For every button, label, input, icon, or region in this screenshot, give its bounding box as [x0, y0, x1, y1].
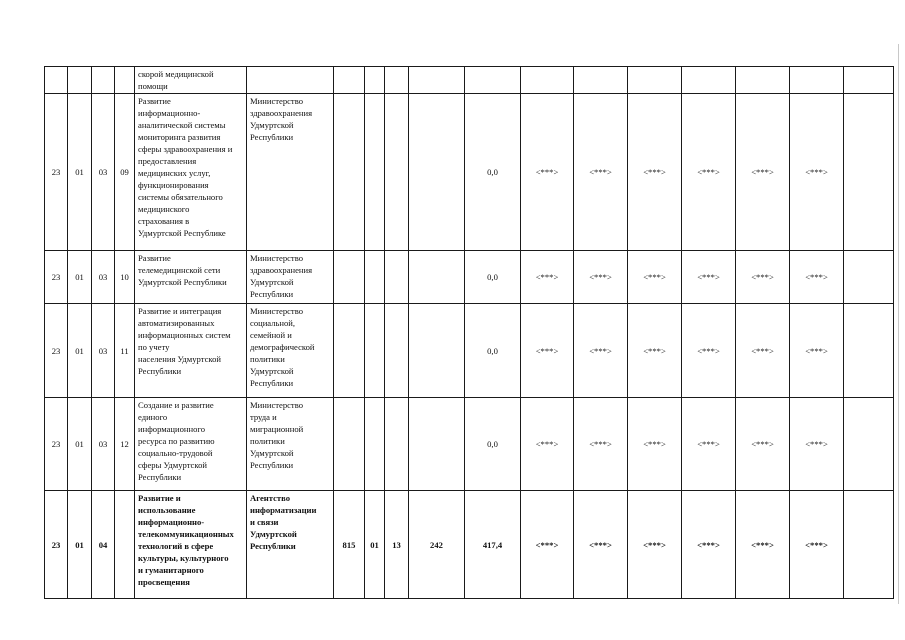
table-row: [45, 398, 894, 491]
cell-year-6: <***>: [790, 304, 844, 398]
table-row: [45, 491, 894, 599]
cell-year-5: <***>: [736, 398, 790, 491]
cell-year-2: [574, 67, 628, 94]
cell-year-7: [844, 251, 894, 304]
cell-year-4: <***>: [682, 304, 736, 398]
cell-code-2: 01: [68, 251, 92, 304]
cell-grbs: [334, 304, 365, 398]
cell-rz: [365, 251, 385, 304]
cell-year-1: <***>: [521, 251, 574, 304]
cell-responsible-org: [247, 67, 334, 94]
cell-year-1: <***>: [521, 491, 574, 599]
scan-edge-line: [898, 44, 899, 604]
cell-code-2: [68, 67, 92, 94]
cell-code-3: 03: [92, 304, 115, 398]
cell-year-7: [844, 398, 894, 491]
cell-code-3: 04: [92, 491, 115, 599]
table-row: [45, 304, 894, 398]
cell-year-5: <***>: [736, 251, 790, 304]
cell-code-2: 01: [68, 491, 92, 599]
cell-year-4: <***>: [682, 251, 736, 304]
cell-year-7: [844, 67, 894, 94]
cell-code-4: 10: [115, 251, 135, 304]
cell-code-4: [115, 491, 135, 599]
cell-vr: [409, 94, 465, 251]
cell-code-4: 09: [115, 94, 135, 251]
cell-responsible-org: Министерство здравоохранения Удмуртской Республики: [247, 94, 334, 251]
cell-vr: 242: [409, 491, 465, 599]
cell-amount: 0,0: [465, 304, 521, 398]
cell-responsible-org: Министерство труда и миграционной политики Удмуртской Республики: [247, 398, 334, 491]
cell-year-2: <***>: [574, 304, 628, 398]
cell-vr: [409, 304, 465, 398]
cell-measure-name: Создание и развитие единого информационного ресурса по развитию социально-трудовой сферы Удмуртской Республики: [135, 398, 247, 491]
cell-year-1: [521, 67, 574, 94]
cell-year-3: <***>: [628, 94, 682, 251]
cell-code-4: 11: [115, 304, 135, 398]
cell-amount: 0,0: [465, 398, 521, 491]
cell-code-1: 23: [45, 304, 68, 398]
cell-code-3: 03: [92, 251, 115, 304]
cell-year-5: [736, 67, 790, 94]
cell-code-1: 23: [45, 94, 68, 251]
cell-amount: 0,0: [465, 251, 521, 304]
cell-measure-name: скорой медицинской помощи: [135, 67, 247, 94]
cell-year-5: <***>: [736, 304, 790, 398]
cell-year-7: [844, 304, 894, 398]
cell-year-6: <***>: [790, 398, 844, 491]
cell-pr: [385, 398, 409, 491]
cell-code-1: 23: [45, 398, 68, 491]
cell-grbs: 815: [334, 491, 365, 599]
cell-code-1: 23: [45, 251, 68, 304]
cell-pr: 13: [385, 491, 409, 599]
cell-code-4: 12: [115, 398, 135, 491]
cell-year-5: <***>: [736, 94, 790, 251]
cell-rz: [365, 304, 385, 398]
cell-code-1: 23: [45, 491, 68, 599]
cell-year-6: <***>: [790, 251, 844, 304]
table-row: [45, 94, 894, 251]
cell-code-3: 03: [92, 398, 115, 491]
cell-vr: [409, 251, 465, 304]
budget-table: [44, 66, 894, 599]
cell-rz: [365, 398, 385, 491]
table-row: [45, 67, 894, 94]
cell-year-2: <***>: [574, 398, 628, 491]
cell-pr: [385, 251, 409, 304]
cell-year-4: [682, 67, 736, 94]
cell-code-2: 01: [68, 398, 92, 491]
cell-year-7: [844, 94, 894, 251]
cell-grbs: [334, 94, 365, 251]
cell-amount: 0,0: [465, 94, 521, 251]
cell-year-1: <***>: [521, 304, 574, 398]
cell-year-1: <***>: [521, 94, 574, 251]
cell-amount: [465, 67, 521, 94]
cell-pr: [385, 304, 409, 398]
cell-responsible-org: Министерство социальной, семейной и демографической политики Удмуртской Республики: [247, 304, 334, 398]
cell-grbs: [334, 67, 365, 94]
cell-year-3: <***>: [628, 304, 682, 398]
cell-year-5: <***>: [736, 491, 790, 599]
cell-measure-name: Развитие и интеграция автоматизированных информационных систем по учету населения Удмуртской Республики: [135, 304, 247, 398]
cell-year-6: <***>: [790, 491, 844, 599]
cell-pr: [385, 67, 409, 94]
cell-grbs: [334, 251, 365, 304]
cell-vr: [409, 398, 465, 491]
table-row: [45, 251, 894, 304]
cell-year-3: <***>: [628, 398, 682, 491]
cell-grbs: [334, 398, 365, 491]
cell-measure-name: Развитие информационно- аналитической системы мониторинга развития сферы здравоохранения и предоставления медицинских услуг, функционирования системы обязательного медицинского страхования в Удмуртской Республике: [135, 94, 247, 251]
cell-measure-name: Развитие и использование информационно- телекоммуникационных технологий в сфере культуры, культурного и гуманитарного просвещения: [135, 491, 247, 599]
cell-year-3: [628, 67, 682, 94]
cell-year-2: <***>: [574, 491, 628, 599]
cell-code-3: [92, 67, 115, 94]
cell-responsible-org: Агентство информатизации и связи Удмуртской Республики: [247, 491, 334, 599]
cell-code-2: 01: [68, 94, 92, 251]
cell-pr: [385, 94, 409, 251]
cell-year-4: <***>: [682, 491, 736, 599]
cell-rz: [365, 94, 385, 251]
cell-code-4: [115, 67, 135, 94]
cell-year-7: [844, 491, 894, 599]
cell-vr: [409, 67, 465, 94]
cell-responsible-org: Министерство здравоохранения Удмуртской Республики: [247, 251, 334, 304]
cell-code-2: 01: [68, 304, 92, 398]
cell-year-4: <***>: [682, 94, 736, 251]
cell-year-3: <***>: [628, 251, 682, 304]
cell-year-2: <***>: [574, 251, 628, 304]
cell-measure-name: Развитие телемедицинской сети Удмуртской Республики: [135, 251, 247, 304]
cell-year-1: <***>: [521, 398, 574, 491]
cell-year-6: <***>: [790, 94, 844, 251]
cell-code-1: [45, 67, 68, 94]
cell-year-2: <***>: [574, 94, 628, 251]
cell-code-3: 03: [92, 94, 115, 251]
cell-year-6: [790, 67, 844, 94]
cell-year-3: <***>: [628, 491, 682, 599]
cell-year-4: <***>: [682, 398, 736, 491]
cell-rz: 01: [365, 491, 385, 599]
cell-rz: [365, 67, 385, 94]
cell-amount: 417,4: [465, 491, 521, 599]
